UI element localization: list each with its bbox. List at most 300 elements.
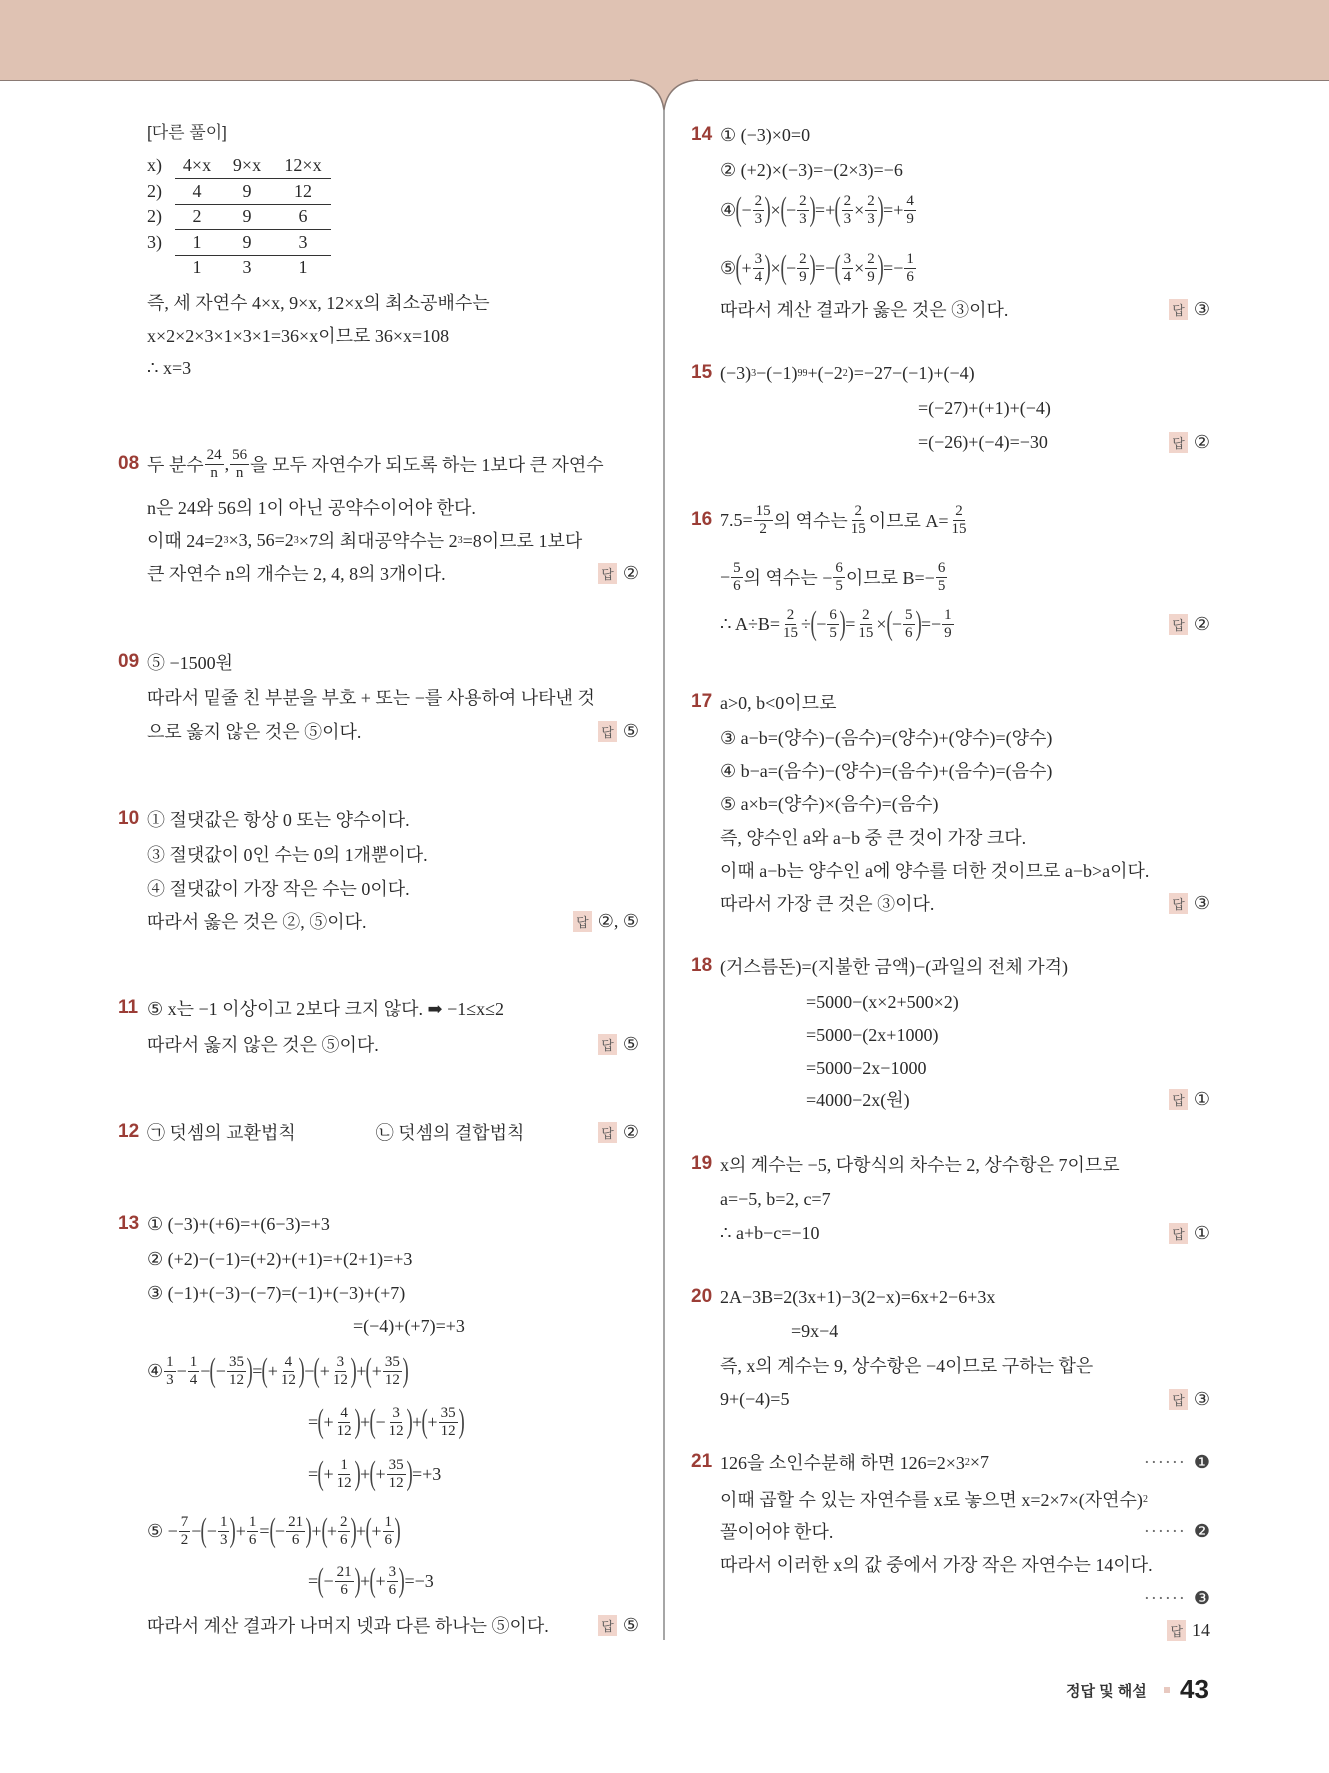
text-run: + bbox=[371, 1520, 382, 1541]
text-run: 7.5= bbox=[720, 509, 753, 530]
text-run: − bbox=[375, 1411, 386, 1432]
problem-number: 14 bbox=[691, 124, 713, 145]
text-run: 9+(−4)=5 bbox=[720, 1388, 790, 1409]
fraction bbox=[286, 1514, 305, 1549]
big-parenthesis: ( bbox=[317, 1403, 324, 1440]
big-parenthesis: ( bbox=[834, 249, 842, 286]
big-parenthesis: ( bbox=[735, 191, 742, 228]
text-run: − bbox=[176, 1360, 187, 1381]
fraction bbox=[753, 251, 765, 286]
numerator: 6 bbox=[835, 559, 843, 576]
text-run: =5000−(2x+1000) bbox=[806, 1024, 939, 1045]
step-dots: ······ bbox=[1143, 1520, 1186, 1541]
fraction bbox=[942, 607, 954, 642]
denominator: 12 bbox=[440, 1422, 456, 1439]
denominator: 6 bbox=[905, 624, 913, 641]
solution-line bbox=[918, 420, 1048, 464]
text-run: ⑤ − bbox=[147, 1520, 178, 1541]
division-cell: 1 bbox=[175, 230, 219, 256]
solution-line bbox=[308, 1559, 434, 1603]
answer-value: ③ bbox=[1193, 1388, 1210, 1409]
fraction bbox=[833, 560, 845, 595]
fraction bbox=[387, 1457, 406, 1492]
solution-line bbox=[147, 709, 361, 753]
answer-value: ② bbox=[622, 1121, 639, 1142]
big-parenthesis: ) bbox=[354, 1455, 361, 1492]
numerator: 3 bbox=[392, 1404, 400, 1421]
answer-mark bbox=[598, 1110, 639, 1154]
step-marker bbox=[1144, 1509, 1210, 1553]
step-dots: ······ bbox=[1143, 1587, 1186, 1608]
big-parenthesis: ) bbox=[354, 1403, 361, 1440]
denominator: 5 bbox=[835, 577, 843, 594]
text-run: =8이므로 1보다 bbox=[462, 531, 583, 551]
division-cell: 2 bbox=[175, 204, 219, 230]
text-run: ⑤ bbox=[720, 257, 737, 278]
fraction bbox=[753, 193, 765, 228]
denominator: 3 bbox=[166, 1371, 174, 1388]
fraction bbox=[781, 607, 800, 642]
answer-value: ② bbox=[1193, 431, 1210, 452]
big-parenthesis: ) bbox=[246, 1352, 253, 1389]
numerator: 4 bbox=[284, 1353, 293, 1370]
problem-number: 11 bbox=[118, 997, 139, 1018]
fraction bbox=[279, 1354, 298, 1389]
text-run: = bbox=[845, 613, 856, 634]
fraction bbox=[164, 1354, 176, 1389]
big-parenthesis: ( bbox=[886, 605, 893, 642]
denominator: 9 bbox=[867, 268, 875, 285]
answer-mark bbox=[1167, 1608, 1210, 1652]
numerator: 3 bbox=[754, 250, 763, 267]
answer-value: ⑤ bbox=[622, 1033, 639, 1054]
answer-label: 답 bbox=[598, 1034, 617, 1055]
answer-value: ⑤ bbox=[622, 720, 639, 741]
big-parenthesis: ( bbox=[321, 1512, 328, 1549]
step-number-icon: ❶ bbox=[1193, 1451, 1210, 1472]
solution-line bbox=[147, 313, 449, 357]
big-parenthesis: ) bbox=[764, 249, 771, 286]
numerator: 4 bbox=[340, 1404, 348, 1421]
denominator: 6 bbox=[248, 1531, 257, 1548]
text-run: −(−1) bbox=[756, 362, 798, 383]
division-row bbox=[147, 255, 331, 281]
answer-mark bbox=[1169, 1377, 1210, 1421]
division-row bbox=[147, 230, 331, 256]
denominator: 3 bbox=[799, 210, 807, 227]
text-run: a=−5, b=2, c=7 bbox=[720, 1188, 831, 1209]
text-run: = bbox=[259, 1520, 270, 1541]
text-run: + bbox=[326, 1520, 338, 1541]
right-column bbox=[664, 0, 1329, 1773]
text-run: 이므로 B=− bbox=[845, 568, 935, 588]
big-parenthesis: ) bbox=[394, 1512, 401, 1549]
text-run: + bbox=[323, 1411, 334, 1432]
numerator: 1 bbox=[189, 1353, 198, 1370]
denominator: 15 bbox=[951, 520, 967, 537]
text-run: + bbox=[359, 1411, 371, 1432]
text-run: + bbox=[359, 1570, 371, 1591]
division-cell: x) bbox=[147, 155, 162, 175]
big-parenthesis: ) bbox=[398, 1562, 405, 1599]
text-run: ㉠ 덧셈의 교환법칙 bbox=[147, 1123, 296, 1143]
answer-label: 답 bbox=[1167, 1620, 1186, 1641]
text-run: ⑤ a×b=(양수)×(음수)=(음수) bbox=[720, 794, 939, 814]
denominator: 3 bbox=[867, 210, 875, 227]
text-run: 따라서 이러한 x의 값 중에서 가장 작은 자연수는 14이다. bbox=[720, 1555, 1153, 1575]
numerator: 1 bbox=[219, 1513, 228, 1530]
text-run: 따라서 옳은 것은 ②, ⑤이다. bbox=[147, 912, 367, 932]
division-cell: 2) bbox=[147, 180, 162, 201]
text-run: ④ bbox=[147, 1360, 164, 1381]
denominator: 6 bbox=[733, 577, 741, 594]
big-parenthesis: ( bbox=[365, 1512, 372, 1549]
numerator: 2 bbox=[862, 606, 870, 623]
text-run: × bbox=[770, 257, 781, 278]
text-run: + bbox=[371, 1360, 382, 1381]
answer-label: 답 bbox=[598, 563, 617, 584]
denominator: 6 bbox=[906, 268, 914, 285]
numerator: 21 bbox=[336, 1563, 352, 1580]
denominator: 6 bbox=[340, 1531, 348, 1548]
denominator: 9 bbox=[906, 210, 914, 227]
solution-line bbox=[806, 1077, 910, 1121]
answer-mark bbox=[1169, 287, 1210, 331]
alt-solution-title: [다른 풀이] bbox=[147, 123, 227, 142]
big-parenthesis: ) bbox=[298, 1352, 305, 1389]
text-run: x의 계수는 −5, 다항식의 차수는 2, 상수항은 7이므로 bbox=[720, 1155, 1120, 1175]
fraction bbox=[849, 503, 868, 538]
numerator: 1 bbox=[166, 1353, 174, 1370]
footer-section-label: 정답 및 해설 bbox=[1066, 1683, 1147, 1700]
answer-value: ②, ⑤ bbox=[597, 910, 639, 931]
denominator: 6 bbox=[384, 1531, 392, 1548]
text-run: ② (+2)×(−3)=−(2×3)=−6 bbox=[720, 159, 903, 180]
division-cell: 4×x bbox=[175, 153, 219, 179]
big-parenthesis: ( bbox=[317, 1455, 324, 1492]
denominator: 5 bbox=[829, 624, 837, 641]
denominator: 12 bbox=[336, 1474, 352, 1491]
solution-line bbox=[147, 1603, 549, 1647]
text-run: + bbox=[267, 1360, 278, 1381]
answer-value: ③ bbox=[1193, 298, 1210, 319]
text-run: 126을 소인수분해 하면 126=2×3 bbox=[720, 1453, 965, 1473]
division-cell: 2) bbox=[147, 206, 162, 226]
division-cell: 1 bbox=[192, 257, 202, 277]
big-parenthesis: ) bbox=[350, 1352, 357, 1389]
superscript: 3 bbox=[293, 534, 299, 546]
solution-line bbox=[720, 555, 948, 599]
step-dots: ······ bbox=[1143, 1451, 1186, 1472]
text-run: + bbox=[235, 1520, 246, 1541]
text-run: + bbox=[375, 1463, 386, 1484]
big-parenthesis: ) bbox=[406, 1403, 413, 1440]
division-cell: 12 bbox=[275, 179, 331, 205]
denominator: 6 bbox=[340, 1581, 348, 1598]
denominator: 3 bbox=[219, 1531, 228, 1548]
solution-line bbox=[308, 1400, 464, 1444]
text-run: ④ 절댓값이 가장 작은 수는 0이다. bbox=[147, 879, 410, 899]
superscript: 3 bbox=[457, 534, 463, 546]
big-parenthesis: ( bbox=[317, 1562, 324, 1599]
fraction bbox=[218, 1514, 230, 1549]
text-run: 즉, x의 계수는 9, 상수항은 −4이므로 구하는 합은 bbox=[720, 1356, 1094, 1376]
solution-line bbox=[720, 602, 955, 646]
text-run: ③ 절댓값이 0인 수는 0의 1개뿐이다. bbox=[147, 845, 428, 865]
answer-label: 답 bbox=[598, 1615, 617, 1636]
text-run: − bbox=[741, 199, 752, 220]
big-parenthesis: ) bbox=[839, 605, 846, 642]
problem-number: 15 bbox=[691, 362, 713, 383]
big-parenthesis: ( bbox=[369, 1562, 376, 1599]
answer-label: 답 bbox=[1169, 1223, 1188, 1244]
numerator: 2 bbox=[786, 606, 795, 623]
text-run: ④ bbox=[720, 199, 737, 220]
big-parenthesis: ) bbox=[402, 1352, 409, 1389]
answer-label: 답 bbox=[1169, 1389, 1188, 1410]
fraction bbox=[383, 1514, 395, 1549]
text-run: = bbox=[308, 1411, 319, 1432]
text-run: 을 모두 자연수가 되도록 하는 1보다 큰 자연수 bbox=[250, 455, 604, 475]
fraction bbox=[904, 251, 916, 286]
solution-line bbox=[147, 442, 604, 486]
numerator: 2 bbox=[854, 502, 862, 519]
denominator: 12 bbox=[336, 1422, 352, 1439]
text-run: 따라서 계산 결과가 나머지 넷과 다른 하나는 ⑤이다. bbox=[147, 1616, 549, 1636]
text-run: × bbox=[854, 257, 865, 278]
answer-label: 답 bbox=[1169, 299, 1188, 320]
numerator: 6 bbox=[937, 559, 946, 576]
division-cell: 9 bbox=[219, 230, 275, 256]
text-run: − bbox=[720, 566, 731, 587]
solution-line bbox=[147, 346, 191, 390]
text-run: − bbox=[816, 613, 827, 634]
text-run: − bbox=[785, 199, 797, 220]
fraction bbox=[904, 193, 916, 228]
numerator: 1 bbox=[248, 1513, 257, 1530]
text-run: 따라서 밑줄 친 부분을 부호 + 또는 −를 사용하여 나타낸 것 bbox=[147, 688, 595, 708]
solution-line bbox=[308, 1452, 441, 1496]
fraction bbox=[856, 607, 875, 642]
solution-line bbox=[720, 148, 903, 192]
text-run: , bbox=[224, 453, 230, 474]
big-parenthesis: ( bbox=[780, 191, 787, 228]
denominator: 9 bbox=[944, 624, 952, 641]
solution-line bbox=[720, 1275, 995, 1319]
big-parenthesis: ( bbox=[365, 1352, 373, 1389]
denominator: 3 bbox=[843, 210, 852, 227]
answer-mark bbox=[598, 551, 639, 595]
text-run: + bbox=[359, 1463, 371, 1484]
numerator: 35 bbox=[440, 1404, 456, 1421]
numerator: 3 bbox=[843, 250, 852, 267]
denominator: 2 bbox=[759, 520, 767, 537]
denominator: n bbox=[235, 464, 244, 481]
text-run: (거스름돈)=(지불한 금액)−(과일의 전체 가격) bbox=[720, 957, 1068, 977]
numerator: 2 bbox=[843, 192, 852, 209]
text-run: 이때 a−b는 양수인 a에 양수를 더한 것이므로 a−b>a이다. bbox=[720, 861, 1150, 881]
text-run: + bbox=[355, 1520, 367, 1541]
solution-line bbox=[720, 498, 970, 542]
big-parenthesis: ( bbox=[810, 605, 817, 642]
numerator: 24 bbox=[206, 446, 222, 463]
answer-mark bbox=[598, 1603, 639, 1647]
big-parenthesis: ( bbox=[834, 191, 842, 228]
text-run: a>0, b<0이므로 bbox=[720, 693, 837, 713]
big-parenthesis: ( bbox=[261, 1352, 269, 1389]
superscript: 2 bbox=[964, 1456, 970, 1468]
answer-label: 답 bbox=[1169, 432, 1188, 453]
big-parenthesis: ) bbox=[350, 1512, 357, 1549]
fraction bbox=[842, 193, 854, 228]
division-cell: 3 bbox=[275, 230, 331, 256]
text-run: 이때 24=2 bbox=[147, 531, 224, 551]
problem-number: 20 bbox=[691, 1286, 713, 1307]
text-run: ×7의 최대공약수는 2 bbox=[298, 531, 458, 551]
answer-label: 답 bbox=[1169, 1089, 1188, 1110]
fraction bbox=[797, 251, 809, 286]
text-run: − bbox=[215, 1360, 226, 1381]
division-cell: 9×x bbox=[219, 153, 275, 179]
numerator: 3 bbox=[388, 1563, 397, 1580]
answer-mark bbox=[598, 709, 639, 753]
superscript: 3 bbox=[223, 534, 229, 546]
text-run: + bbox=[311, 1520, 322, 1541]
answer-value: 14 bbox=[1192, 1619, 1210, 1640]
text-run: ① (−3)+(+6)=+(6−3)=+3 bbox=[147, 1213, 330, 1234]
text-run: ∴ a+b−c=−10 bbox=[720, 1222, 820, 1243]
text-run: 의 역수는 bbox=[773, 511, 848, 531]
big-parenthesis: ) bbox=[458, 1403, 465, 1440]
text-run: − bbox=[274, 1520, 286, 1541]
fraction bbox=[827, 607, 839, 642]
numerator: 15 bbox=[755, 502, 771, 519]
text-run: = bbox=[308, 1463, 319, 1484]
numerator: 1 bbox=[906, 250, 914, 267]
text-run: 이므로 A= bbox=[868, 511, 949, 531]
denominator: 4 bbox=[843, 268, 852, 285]
footer-separator bbox=[1164, 1687, 1170, 1693]
text-run: 이때 곱할 수 있는 자연수를 x로 놓으면 x=2×7×(자연수) bbox=[720, 1490, 1143, 1510]
solution-line bbox=[720, 246, 917, 290]
text-run: ⑤ x는 −1 이상이고 2보다 크지 않다. ➡ −1≤x≤2 bbox=[147, 999, 505, 1019]
fraction bbox=[179, 1514, 191, 1549]
text-run: =+ bbox=[883, 199, 904, 220]
problem-number: 19 bbox=[691, 1153, 713, 1174]
problem-number: 18 bbox=[691, 955, 713, 976]
text-run: 2A−3B=2(3x+1)−3(2−x)=6x+2−6+3x bbox=[720, 1286, 996, 1307]
denominator: 2 bbox=[180, 1531, 189, 1548]
numerator: 2 bbox=[799, 250, 807, 267]
fraction bbox=[903, 607, 915, 642]
fraction bbox=[865, 193, 877, 228]
text-run: =− bbox=[920, 613, 942, 634]
solution-line bbox=[720, 1542, 1153, 1586]
fraction bbox=[950, 503, 969, 538]
solution-line bbox=[147, 551, 446, 595]
text-run: =− bbox=[883, 257, 904, 278]
division-cell bbox=[147, 255, 175, 281]
denominator: 12 bbox=[384, 1371, 400, 1388]
text-run: 따라서 계산 결과가 옳은 것은 ③이다. bbox=[720, 300, 1009, 320]
solution-line bbox=[720, 881, 934, 925]
division-cell: 3 bbox=[242, 257, 252, 277]
big-parenthesis: ( bbox=[369, 1403, 376, 1440]
division-cell: 3) bbox=[147, 231, 162, 252]
division-cell: 1 bbox=[298, 257, 308, 277]
numerator: 4 bbox=[906, 192, 914, 209]
denominator: 6 bbox=[291, 1531, 300, 1548]
text-run: 의 역수는 − bbox=[743, 568, 833, 588]
numerator: 7 bbox=[180, 1513, 189, 1530]
text-run: × bbox=[854, 199, 865, 220]
text-run: + bbox=[741, 257, 752, 278]
denominator: n bbox=[210, 464, 218, 481]
division-row bbox=[147, 153, 331, 179]
fraction bbox=[335, 1564, 354, 1599]
problem-number: 08 bbox=[118, 453, 140, 474]
text-run: 꼴이어야 한다. bbox=[720, 1522, 834, 1542]
numerator: 1 bbox=[944, 606, 952, 623]
fraction bbox=[731, 560, 743, 595]
text-run: +(−2 bbox=[807, 362, 843, 383]
numerator: 35 bbox=[388, 1456, 404, 1473]
text-run: =(−4)+(+7)=+3 bbox=[353, 1315, 465, 1336]
solution-line bbox=[147, 1349, 408, 1393]
numerator: 2 bbox=[754, 192, 763, 209]
problem-number: 17 bbox=[691, 691, 713, 712]
solution-line bbox=[147, 1509, 400, 1553]
numerator: 2 bbox=[955, 502, 963, 519]
text-run: + bbox=[323, 1463, 334, 1484]
big-parenthesis: ( bbox=[780, 249, 787, 286]
fraction bbox=[387, 1564, 399, 1599]
solution-line bbox=[720, 1377, 789, 1421]
denominator: 9 bbox=[799, 268, 807, 285]
big-parenthesis: ) bbox=[809, 191, 816, 228]
answer-label: 답 bbox=[1169, 893, 1188, 914]
text-run: ÷ bbox=[801, 613, 811, 634]
fraction bbox=[331, 1354, 350, 1389]
text-run: ① (−3)×0=0 bbox=[720, 124, 811, 145]
text-run: − bbox=[200, 1360, 211, 1381]
fraction bbox=[247, 1514, 259, 1549]
fraction bbox=[439, 1405, 458, 1440]
text-run: =(−26)+(−4)=−30 bbox=[918, 431, 1048, 452]
text-run: + bbox=[375, 1570, 386, 1591]
text-run: 큰 자연수 n의 개수는 2, 4, 8의 3개이다. bbox=[147, 564, 446, 584]
text-run: 두 분수 bbox=[147, 455, 204, 475]
denominator: 12 bbox=[228, 1371, 244, 1388]
text-run: + bbox=[411, 1411, 423, 1432]
fraction bbox=[335, 1405, 354, 1440]
text-run: )=−27−(−1)+(−4) bbox=[847, 362, 975, 383]
text-run: = bbox=[252, 1360, 263, 1381]
page-number: 43 bbox=[1180, 1674, 1209, 1704]
big-parenthesis: ) bbox=[809, 249, 816, 286]
answer-label: 답 bbox=[573, 911, 592, 932]
big-parenthesis: ( bbox=[421, 1403, 428, 1440]
answer-value: ① bbox=[1193, 1088, 1210, 1109]
division-cell: 9 bbox=[219, 204, 275, 230]
answer-mark bbox=[1169, 420, 1210, 464]
text-run: =9x−4 bbox=[791, 1320, 839, 1341]
text-run: =+ bbox=[814, 199, 836, 220]
text-run: + bbox=[356, 1360, 367, 1381]
step-number-icon: ❷ bbox=[1193, 1520, 1210, 1541]
text-run: ∴ A÷B= bbox=[720, 613, 780, 634]
denominator: 15 bbox=[858, 624, 874, 641]
